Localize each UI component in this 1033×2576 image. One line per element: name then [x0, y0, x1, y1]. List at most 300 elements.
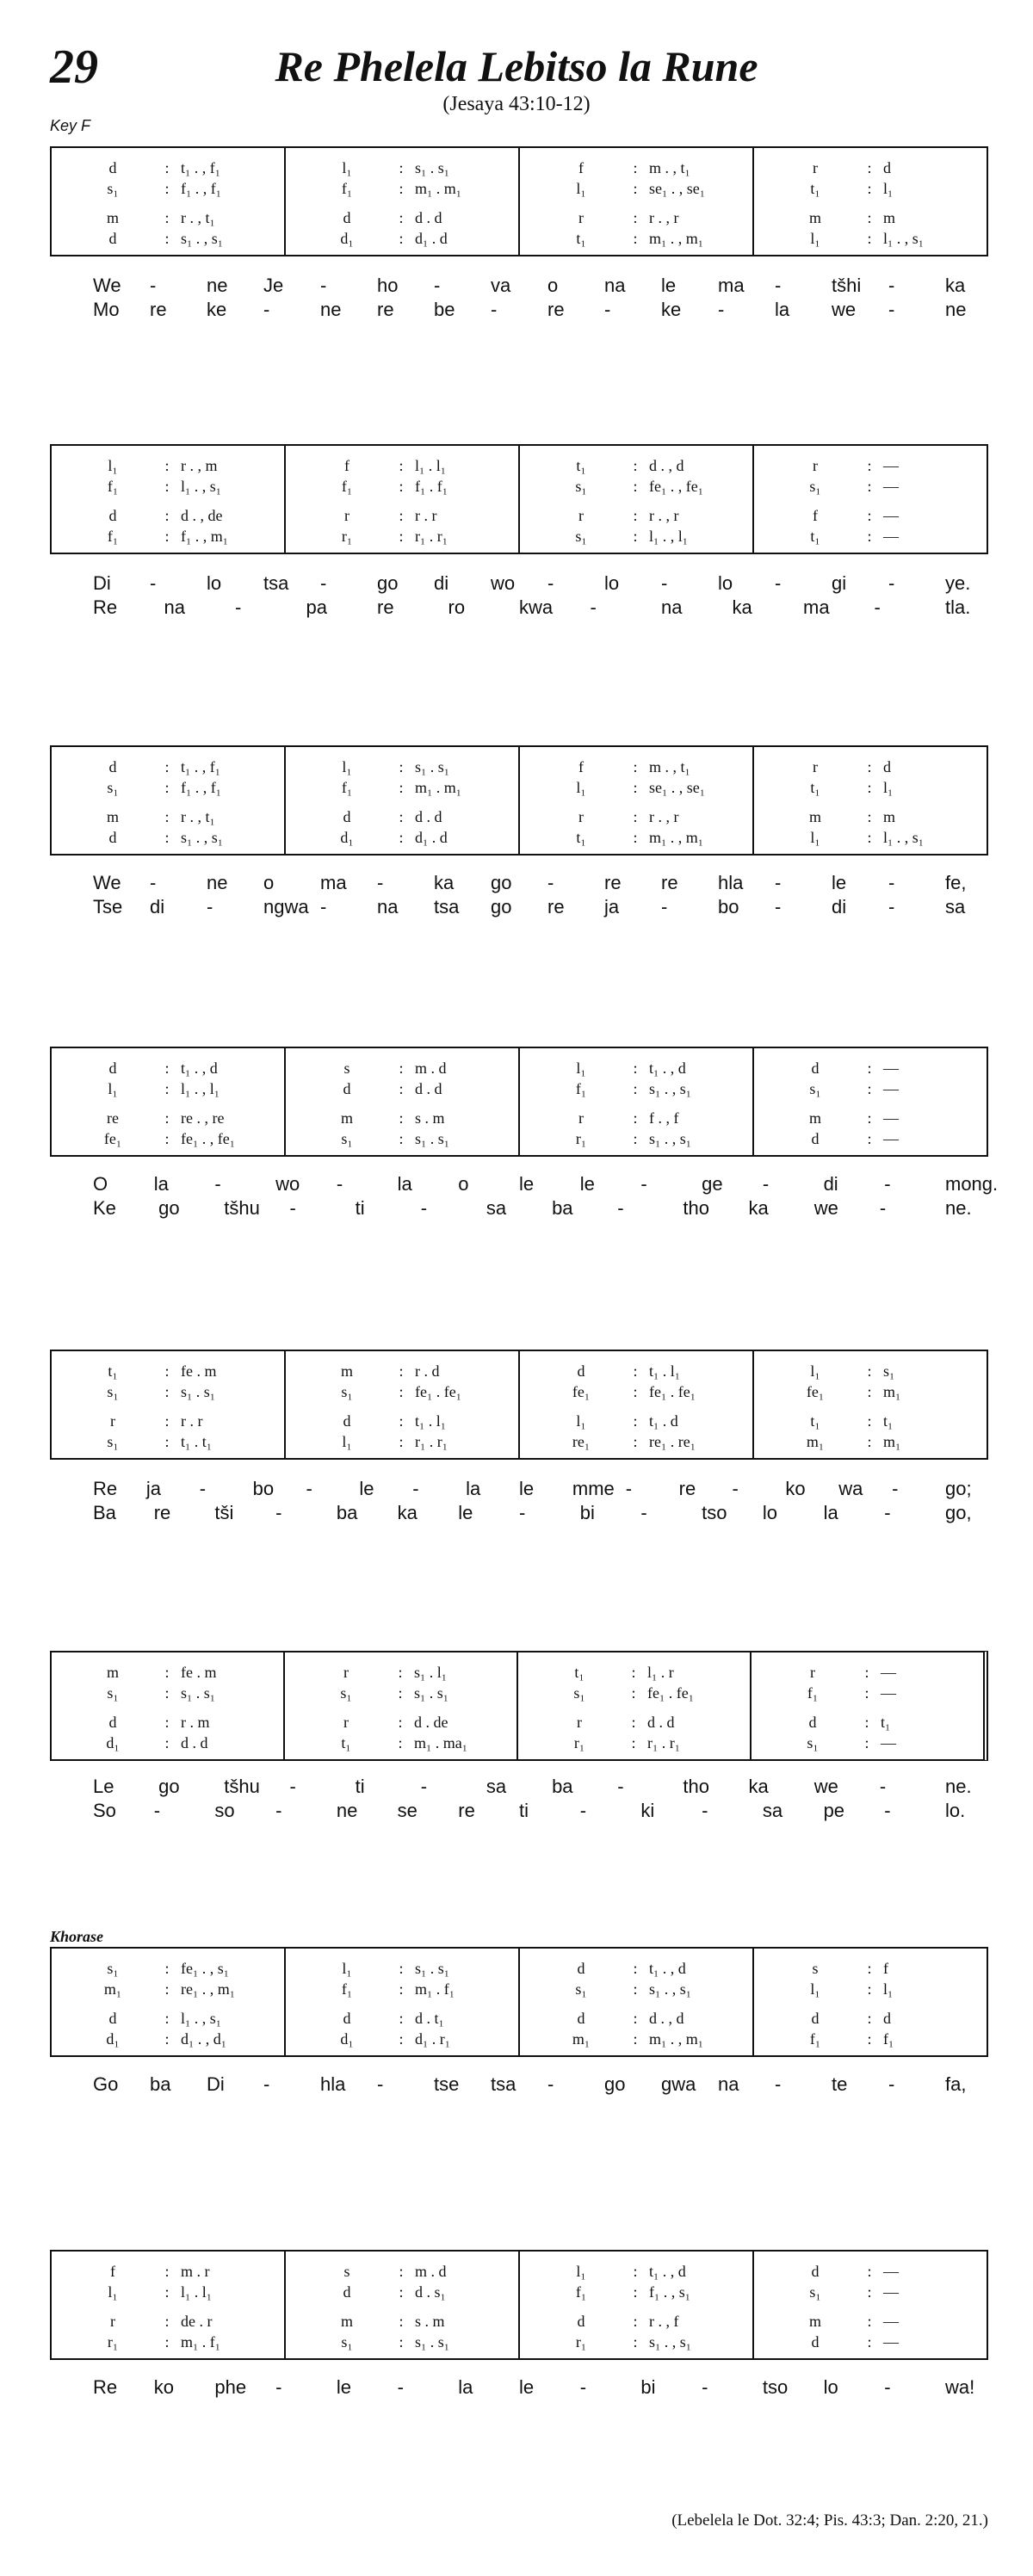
lyric-syllable: la	[823, 1502, 838, 1523]
lyric-syllable: Di	[207, 2073, 225, 2095]
voice-row	[52, 807, 284, 826]
lyric-syllable: tsa	[263, 572, 289, 594]
note-beat-1: t₁	[576, 229, 586, 247]
lyric-syllable: wo	[275, 1173, 300, 1195]
note-beat-2: l₁ . , s₁	[181, 477, 222, 495]
lyric-syllable: -	[892, 1478, 899, 1499]
beat-colon: :	[864, 1713, 869, 1731]
lyric-syllable: ne	[207, 872, 228, 893]
beat-colon: :	[633, 2312, 638, 2330]
lyric-syllable: -	[579, 1800, 587, 1821]
measure	[286, 2252, 520, 2358]
note-beat-2: f₁	[883, 2029, 894, 2048]
note-beat-1: d	[577, 2009, 585, 2027]
voice-row	[754, 1362, 987, 1381]
lyric-syllable: -	[377, 2073, 384, 2095]
note-beat-1: d	[577, 1362, 585, 1380]
note-beat-2: d . d	[647, 1713, 675, 1731]
beat-colon: :	[164, 456, 170, 474]
note-beat-1: m	[106, 807, 119, 825]
voice-row	[754, 2332, 987, 2351]
beat-colon: :	[633, 179, 638, 197]
beat-colon: :	[164, 527, 170, 545]
note-beat-1: m₁	[806, 1432, 825, 1450]
beat-colon: :	[867, 2009, 872, 2027]
beat-colon: :	[399, 778, 404, 796]
beat-colon: :	[164, 2029, 170, 2048]
lyric-syllable: -	[879, 1776, 887, 1797]
lyric-syllable: le	[832, 872, 847, 893]
beat-colon: :	[867, 2283, 872, 2301]
note-beat-2: t₁ . , f₁	[181, 757, 221, 775]
lyric-syllable: -	[491, 299, 498, 320]
lyric-syllable: -	[547, 872, 554, 893]
beat-colon: :	[633, 1959, 638, 1977]
note-beat-1: l₁	[810, 229, 820, 247]
lyric-syllable: tla.	[945, 596, 971, 618]
lyric-syllable: ne	[336, 1800, 358, 1821]
lyric-syllable: -	[150, 275, 157, 296]
note-beat-1: s₁	[809, 2283, 821, 2301]
voice-row	[754, 527, 987, 546]
beat-colon: :	[633, 1980, 638, 1998]
beat-colon: :	[399, 1129, 404, 1147]
beat-colon: :	[633, 527, 638, 545]
voice-row	[52, 1980, 284, 1998]
lyric-syllable: la	[397, 1173, 412, 1195]
voice-row	[52, 527, 284, 546]
note-beat-1: l₁	[810, 1362, 820, 1380]
note-beat-2: l₁ . , l₁	[181, 1079, 220, 1097]
voice-row	[286, 208, 518, 227]
measure	[520, 148, 754, 255]
note-beat-2: m₁ . ma₁	[414, 1733, 468, 1751]
beat-colon: :	[164, 1980, 170, 1998]
lyric-syllable: -	[320, 275, 327, 296]
note-beat-1: f	[578, 158, 584, 176]
lyric-syllable: re	[153, 1502, 171, 1523]
lyric-syllable: Re	[93, 2376, 118, 2398]
voice-row	[52, 2262, 284, 2281]
lyric-syllable: le	[519, 2376, 535, 2398]
voice-row	[754, 229, 987, 248]
beat-colon: :	[164, 1959, 170, 1977]
lyric-syllable: wa	[838, 1478, 863, 1499]
note-beat-1: l₁	[108, 456, 118, 474]
note-beat-2: —	[883, 1079, 899, 1097]
chorus-label: Khorase	[50, 1928, 104, 1945]
note-beat-2: —	[883, 2283, 899, 2301]
beat-colon: :	[399, 1412, 404, 1430]
lyric-syllable: -	[888, 896, 895, 917]
lyric-syllable: -	[420, 1776, 428, 1797]
lyric-syllable: lo	[604, 572, 620, 594]
voice-row	[754, 456, 987, 475]
lyric-syllable: o	[458, 1173, 469, 1195]
hymn-title: Re Phelela Lebitso la Rune	[275, 42, 758, 90]
lyric-syllable: -	[888, 2073, 895, 2095]
note-beat-1: f₁	[107, 527, 119, 545]
lyric-syllable: -	[762, 1173, 770, 1195]
note-beat-1: l₁	[108, 2283, 118, 2301]
staff-box	[50, 146, 988, 256]
lyric-syllable: We	[93, 275, 121, 296]
lyric-syllable: ti	[355, 1197, 365, 1219]
note-beat-1: r	[813, 158, 818, 176]
note-beat-1: t₁	[576, 456, 586, 474]
lyric-syllable: tho	[683, 1197, 709, 1219]
beat-colon: :	[399, 1980, 404, 1998]
voice-row	[754, 1432, 987, 1451]
note-beat-2: —	[881, 1663, 896, 1681]
lyric-syllable: -	[412, 1478, 419, 1499]
note-beat-2: l₁ . l₁	[415, 456, 447, 474]
note-beat-1: f	[813, 506, 818, 524]
beat-colon: :	[399, 477, 404, 495]
note-beat-2: se₁ . , se₁	[649, 778, 706, 796]
voice-row	[752, 1733, 983, 1752]
lyric-line	[50, 1477, 988, 1501]
note-beat-1: d₁	[340, 2029, 354, 2048]
lyric-syllable: -	[547, 572, 554, 594]
lyric-syllable: bi	[579, 1502, 595, 1523]
measure	[52, 1048, 286, 1155]
note-beat-1: r	[578, 208, 584, 226]
beat-colon: :	[164, 179, 170, 197]
measure	[286, 747, 520, 854]
note-beat-1: s₁	[341, 2332, 353, 2351]
lyric-syllable: ka	[434, 872, 455, 893]
lyric-syllable: le	[458, 1502, 473, 1523]
lyrics-block	[50, 2375, 988, 2400]
note-beat-2: f₁ . , m₁	[181, 527, 229, 545]
note-beat-2: m	[883, 807, 896, 825]
voice-row	[754, 208, 987, 227]
voice-row	[754, 1109, 987, 1127]
note-beat-2: s₁ . s₁	[415, 2332, 450, 2351]
note-beat-1: d	[108, 1059, 117, 1077]
voice-row	[286, 158, 518, 177]
voice-row	[52, 506, 284, 525]
lyric-syllable: we	[813, 1776, 838, 1797]
lyric-syllable: -	[775, 275, 782, 296]
beat-colon: :	[867, 2029, 872, 2048]
beat-colon: :	[164, 477, 170, 495]
note-beat-1: l₁	[342, 1959, 352, 1977]
lyric-syllable: -	[888, 572, 895, 594]
lyric-syllable: -	[207, 896, 213, 917]
beat-colon: :	[398, 1683, 403, 1702]
voice-row	[286, 1980, 518, 1998]
lyric-syllable: re	[547, 896, 565, 917]
note-beat-2: —	[883, 2312, 899, 2330]
beat-colon: :	[398, 1663, 403, 1681]
beat-colon: :	[867, 1432, 872, 1450]
lyric-syllable: go,	[945, 1502, 972, 1523]
note-beat-2: f . , f	[649, 1109, 679, 1127]
voice-row	[286, 229, 518, 248]
voice-row	[520, 477, 752, 496]
lyric-syllable: re	[458, 1800, 475, 1821]
lyric-syllable: mong.	[945, 1173, 999, 1195]
note-beat-1: r	[343, 1663, 349, 1681]
lyric-line	[50, 1196, 988, 1220]
beat-colon: :	[631, 1683, 636, 1702]
lyric-syllable: -	[884, 1173, 891, 1195]
lyric-syllable: re	[661, 872, 678, 893]
lyric-syllable: ma	[803, 596, 830, 618]
lyric-syllable: bo	[718, 896, 739, 917]
note-beat-1: f	[578, 757, 584, 775]
note-beat-1: d	[808, 1713, 817, 1731]
note-beat-2: l₁	[883, 179, 894, 197]
beat-colon: :	[164, 1129, 170, 1147]
note-beat-2: r . d	[415, 1362, 440, 1380]
note-beat-1: t₁	[810, 179, 820, 197]
lyric-syllable: te	[832, 2073, 848, 2095]
voice-row	[52, 1713, 283, 1732]
note-beat-2: fe₁ . fe₁	[415, 1382, 462, 1400]
lyric-syllable: -	[640, 1502, 647, 1523]
music-system	[50, 146, 988, 256]
voice-row	[754, 2312, 987, 2331]
note-beat-1: t₁	[108, 1362, 118, 1380]
voice-row	[754, 2029, 987, 2048]
lyric-syllable: hla	[718, 872, 744, 893]
beat-colon: :	[867, 807, 872, 825]
beat-colon: :	[633, 1362, 638, 1380]
lyric-syllable: -	[547, 2073, 554, 2095]
lyric-syllable: We	[93, 872, 121, 893]
note-beat-1: d	[108, 828, 117, 846]
lyric-syllable: ngwa	[263, 896, 309, 917]
beat-colon: :	[399, 1059, 404, 1077]
note-beat-1: s₁	[107, 1683, 119, 1702]
voice-row	[52, 2332, 284, 2351]
measure	[520, 747, 754, 854]
lyric-syllable: le	[519, 1478, 535, 1499]
lyric-syllable: le	[359, 1478, 374, 1499]
note-beat-1: s₁	[107, 1432, 119, 1450]
beat-colon: :	[864, 1663, 869, 1681]
measure	[518, 1652, 752, 1759]
voice-row	[52, 208, 284, 227]
lyric-syllable: ke	[207, 299, 227, 320]
voice-row	[520, 527, 752, 546]
beat-colon: :	[399, 229, 404, 247]
lyric-syllable: go	[158, 1776, 180, 1797]
lyric-syllable: mme	[572, 1478, 615, 1499]
voice-row	[52, 2009, 284, 2028]
lyric-syllable: ko	[153, 2376, 174, 2398]
note-beat-2: de . r	[181, 2312, 213, 2330]
lyric-syllable: -	[199, 1478, 207, 1499]
measure	[520, 1351, 754, 1458]
note-beat-1: r	[813, 757, 818, 775]
voice-row	[52, 828, 284, 847]
voice-row	[286, 1432, 518, 1451]
beat-colon: :	[399, 1382, 404, 1400]
note-beat-2: d	[883, 757, 891, 775]
note-beat-1: d	[108, 229, 117, 247]
beat-colon: :	[398, 1733, 403, 1751]
lyric-syllable: ja	[145, 1478, 161, 1499]
beat-colon: :	[399, 179, 404, 197]
note-beat-2: fe . m	[181, 1663, 217, 1681]
beat-colon: :	[399, 456, 404, 474]
lyrics-block	[50, 1775, 988, 1823]
beat-colon: :	[633, 208, 638, 226]
lyric-syllable: gi	[832, 572, 847, 594]
lyric-syllable: ka	[397, 1502, 418, 1523]
measure	[754, 1351, 987, 1458]
note-beat-1: s	[812, 1959, 819, 1977]
note-beat-2: d . t₁	[415, 2009, 444, 2027]
lyric-syllable: -	[884, 1800, 891, 1821]
voice-row	[520, 807, 752, 826]
beat-colon: :	[399, 1362, 404, 1380]
note-beat-1: r₁	[575, 1129, 587, 1147]
lyric-syllable: Le	[93, 1776, 114, 1797]
note-beat-2: l₁ . r	[647, 1663, 674, 1681]
voice-row	[752, 1713, 983, 1732]
voice-row	[286, 477, 518, 496]
lyric-syllable: na	[377, 896, 399, 917]
voice-row	[520, 1382, 752, 1401]
voice-row	[286, 456, 518, 475]
lyric-syllable: ki	[640, 1800, 655, 1821]
note-beat-2: —	[883, 2332, 899, 2351]
beat-colon: :	[164, 1432, 170, 1450]
note-beat-2: d₁ . , d₁	[181, 2029, 227, 2048]
voice-row	[520, 2283, 752, 2301]
voice-row	[754, 179, 987, 198]
note-beat-1: r	[110, 1412, 115, 1430]
music-system	[50, 1651, 988, 1761]
lyric-syllable: Go	[93, 2073, 119, 2095]
note-beat-2: r . r	[415, 506, 437, 524]
lyric-syllable: go	[158, 1197, 180, 1219]
beat-colon: :	[864, 1733, 869, 1751]
staff-box	[50, 1947, 988, 2057]
voice-row	[52, 2029, 284, 2048]
note-beat-1: d	[108, 757, 117, 775]
note-beat-1: r	[343, 1713, 349, 1731]
beat-colon: :	[867, 1959, 872, 1977]
lyric-syllable: ja	[604, 896, 620, 917]
lyric-syllable: fe,	[945, 872, 967, 893]
lyric-syllable: ho	[377, 275, 399, 296]
note-beat-2: d₁ . d	[415, 828, 448, 846]
lyric-line	[50, 895, 988, 919]
measure	[752, 1652, 983, 1759]
note-beat-1: t₁	[810, 1412, 820, 1430]
note-beat-1: m	[340, 1109, 353, 1127]
note-beat-1: s₁	[341, 1129, 353, 1147]
lyric-syllable: di	[434, 572, 449, 594]
footer-references: (Lebelela le Dot. 32:4; Pis. 43:3; Dan. 2:20, 21.)	[671, 2511, 988, 2530]
lyric-syllable: na	[164, 596, 185, 618]
note-beat-2: s₁ . , s₁	[649, 1129, 692, 1147]
voice-row	[520, 1980, 752, 1998]
note-beat-1: m	[106, 1663, 119, 1681]
note-beat-1: l₁	[810, 828, 820, 846]
beat-colon: :	[164, 2312, 170, 2330]
note-beat-1: r	[813, 456, 818, 474]
note-beat-1: l₁	[576, 179, 586, 197]
voice-row	[520, 1412, 752, 1430]
lyric-syllable: ba	[150, 2073, 171, 2095]
note-beat-1: f₁	[575, 1079, 587, 1097]
voice-row	[520, 2312, 752, 2331]
voice-row	[52, 1129, 284, 1148]
voice-row	[52, 1412, 284, 1430]
beat-colon: :	[867, 456, 872, 474]
note-beat-2: —	[881, 1733, 896, 1751]
note-beat-2: d . d	[415, 208, 442, 226]
lyric-syllable: ka	[945, 275, 966, 296]
lyric-syllable: Je	[263, 275, 284, 296]
note-beat-1: s	[343, 2262, 350, 2280]
note-beat-2: r₁ . r₁	[647, 1733, 681, 1751]
voice-row	[754, 477, 987, 496]
measure	[52, 2252, 286, 2358]
note-beat-2: s₁ . , s₁	[649, 1980, 692, 1998]
lyric-syllable: -	[874, 596, 881, 618]
lyric-syllable: kwa	[519, 596, 554, 618]
lyric-line	[50, 274, 988, 298]
voice-row	[286, 2009, 518, 2028]
note-beat-1: d	[108, 2009, 117, 2027]
lyric-syllable: -	[888, 275, 895, 296]
lyric-syllable: tso	[762, 2376, 789, 2398]
beat-colon: :	[399, 2262, 404, 2280]
note-beat-1: r	[578, 1109, 584, 1127]
lyric-syllable: -	[275, 1800, 282, 1821]
voice-row	[520, 2029, 752, 2048]
lyric-syllable: le	[579, 1173, 595, 1195]
voice-row	[520, 778, 752, 797]
note-beat-2: m₁ . , m₁	[649, 2029, 704, 2048]
lyric-syllable: go;	[945, 1478, 972, 1499]
lyric-syllable: ti	[519, 1800, 529, 1821]
lyric-syllable: lo	[823, 2376, 838, 2398]
lyric-syllable: bo	[252, 1478, 275, 1499]
note-beat-2: s₁ . s₁	[181, 1382, 216, 1400]
beat-colon: :	[867, 2332, 872, 2351]
lyric-syllable: we	[813, 1197, 838, 1219]
voice-row	[52, 477, 284, 496]
lyric-syllable: -	[775, 896, 782, 917]
note-beat-1: d₁	[106, 1733, 120, 1751]
beat-colon: :	[867, 1362, 872, 1380]
note-beat-2: s₁ . s₁	[414, 1683, 449, 1702]
note-beat-2: s₁ . s₁	[415, 158, 450, 176]
note-beat-2: m₁ . , m₁	[649, 229, 704, 247]
lyric-syllable: -	[775, 572, 782, 594]
voice-row	[520, 179, 752, 198]
lyrics-block	[50, 871, 988, 919]
note-beat-2: m₁	[883, 1432, 901, 1450]
lyric-syllable: ne	[320, 299, 342, 320]
measure	[52, 1949, 286, 2055]
note-beat-2: fe₁ . , s₁	[181, 1959, 230, 1977]
beat-colon: :	[867, 778, 872, 796]
note-beat-1: f₁	[341, 1980, 353, 1998]
beat-colon: :	[867, 2312, 872, 2330]
beat-colon: :	[867, 2262, 872, 2280]
lyric-syllable: sa	[486, 1197, 507, 1219]
